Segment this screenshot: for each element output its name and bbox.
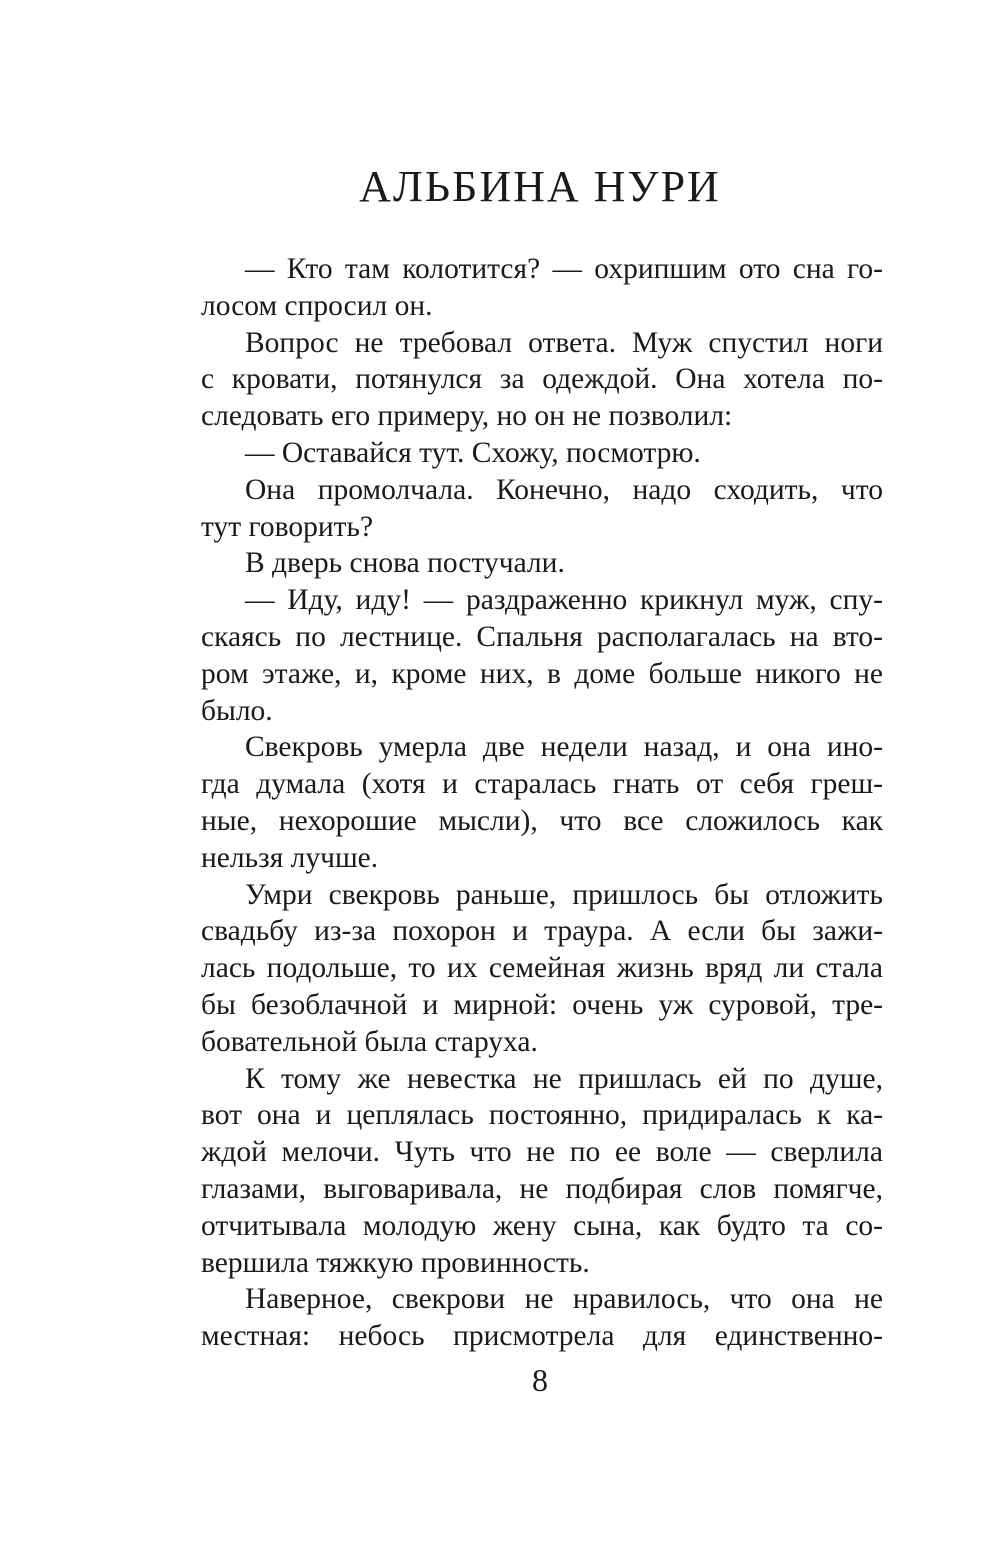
text-line: лосом спросил он. xyxy=(201,289,433,322)
text-line: ром этаже, и, кроме них, в доме больше никого не xyxy=(201,657,883,690)
text-line: бовательной была старуха. xyxy=(201,1025,538,1058)
text-line: с кровати, потянулся за одеждой. Она хотела по- xyxy=(201,363,883,396)
text-line: нельзя лучше. xyxy=(201,841,379,874)
text-line: отчитывала молодую жену сына, как будто та со- xyxy=(201,1209,883,1242)
text-line: Свекровь умерла две недели назад, и она ино- xyxy=(245,731,883,764)
text-line: скаясь по лестнице. Спальня располагалась на вто- xyxy=(201,620,883,653)
text-line: — Иду, иду! — раздраженно крикнул муж, спу- xyxy=(245,584,883,617)
text-line: бы безоблачной и мирной: очень уж суровой, тре- xyxy=(201,988,883,1021)
text-line: Она промолчала. Конечно, надо сходить, что xyxy=(245,473,883,506)
text-line: гда думала (хотя и старалась гнать от себя греш- xyxy=(201,768,883,801)
text-line: лась подольше, то их семейная жизнь вряд ли стала xyxy=(201,952,883,985)
text-line: — Оставайся тут. Схожу, посмотрю. xyxy=(245,436,701,469)
text-line: глазами, выговаривала, не подбирая слов помягче, xyxy=(201,1172,883,1205)
text-line: — Кто там колотится? — охрипшим ото сна го- xyxy=(245,253,883,285)
text-line: вершила тяжкую провинность. xyxy=(201,1246,590,1279)
text-line: было. xyxy=(201,694,273,727)
page-number: 8 xyxy=(532,1362,548,1398)
text-line: Наверное, свекрови не нравилось, что она не xyxy=(245,1283,883,1316)
text-line: тут говорить? xyxy=(201,510,374,543)
text-line: К тому же невестка не пришлась ей по душе, xyxy=(245,1062,883,1095)
text-line: свадьбу из-за похорон и траура. А если бы зажи- xyxy=(201,915,883,948)
text-line: В дверь снова постучали. xyxy=(245,547,565,580)
text-line: местная: небось присмотрела для единственно- xyxy=(201,1320,883,1353)
text-line: ные, нехорошие мысли), что все сложилось как xyxy=(201,804,883,837)
running-header-author: АЛЬБИНА НУРИ xyxy=(359,162,721,211)
text-line: следовать его примеру, но он не позволил: xyxy=(201,400,733,433)
text-line: ждой мелочи. Чуть что не по ее воле — сверлила xyxy=(201,1136,883,1169)
body-text xyxy=(201,251,883,1355)
text-line: вот она и цеплялась постоянно, придиралась к ка- xyxy=(201,1099,883,1132)
text-line: Вопрос не требовал ответа. Муж спустил ноги xyxy=(245,326,883,359)
text-line: Умри свекровь раньше, пришлось бы отложить xyxy=(245,878,883,911)
